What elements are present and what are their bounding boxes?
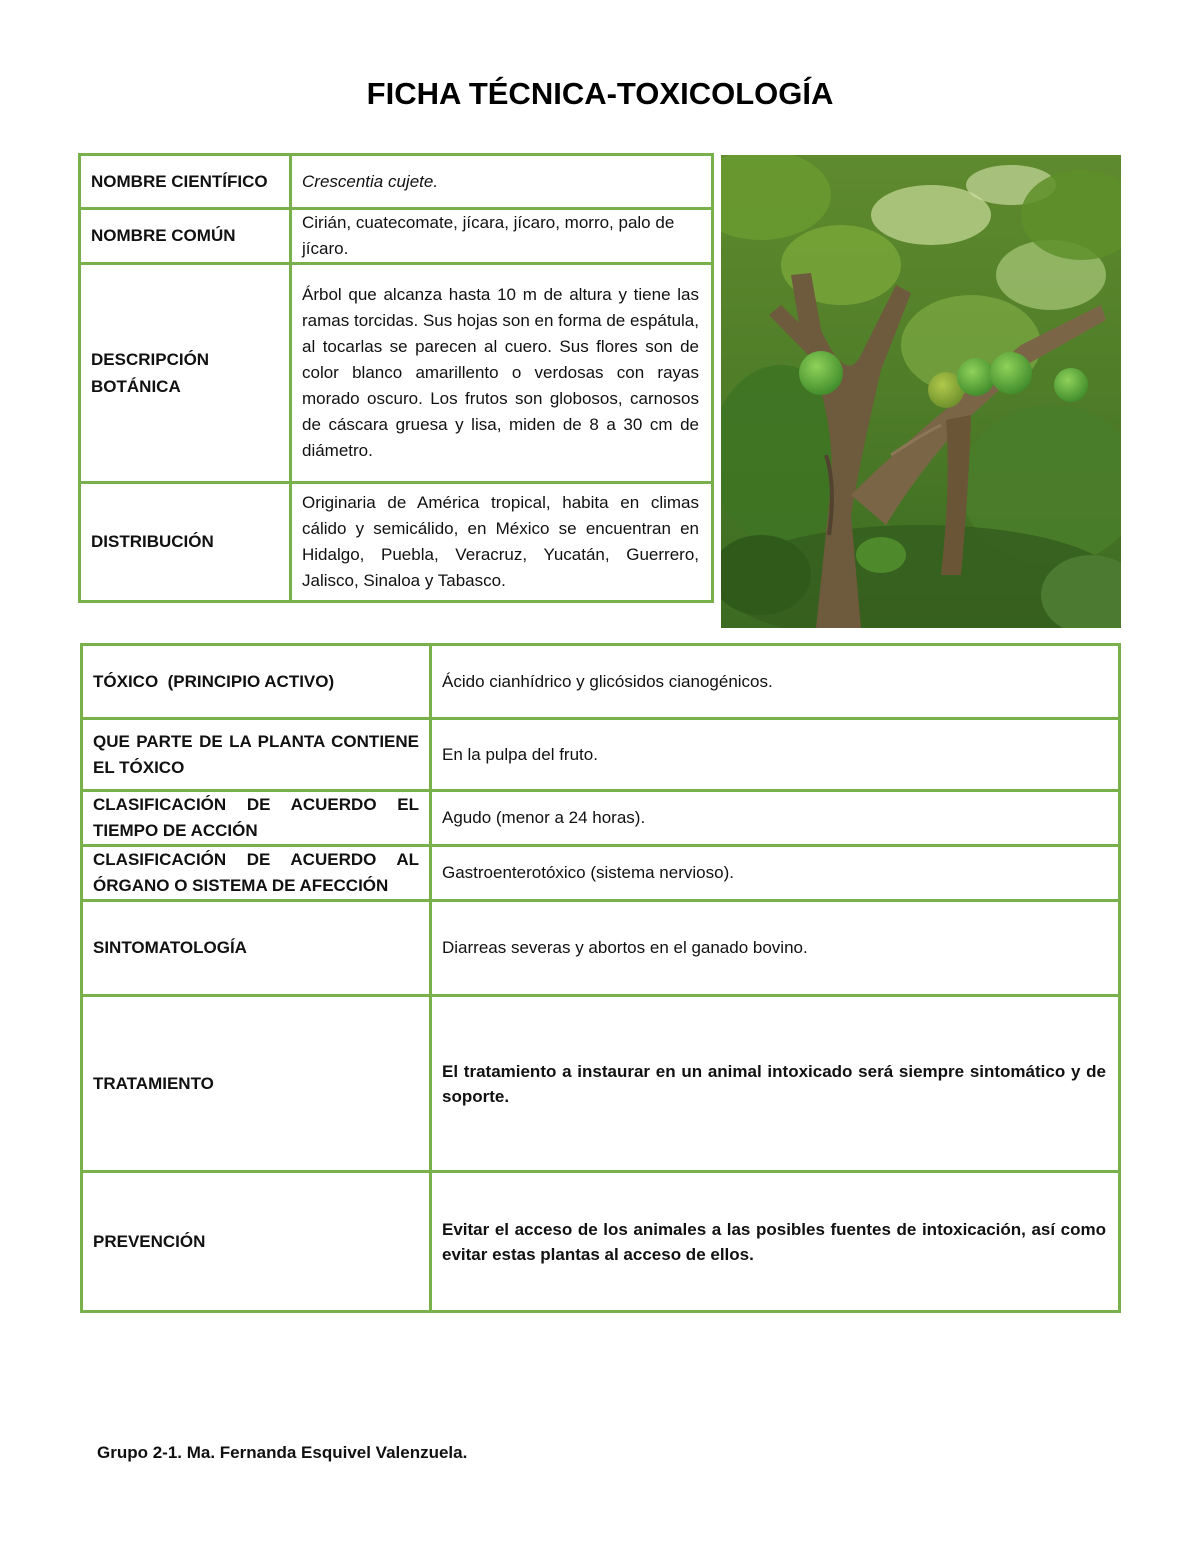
table-row [82, 791, 1120, 846]
tree-image [721, 155, 1121, 628]
row-label: SINTOMATOLOGÍA [82, 901, 431, 996]
plant-info-table [78, 153, 714, 603]
row-label: CLASIFICACIÓN DE ACUERDO AL ÓRGANO O SISTEMA DE AFECCIÓN [82, 846, 431, 901]
action-time: Agudo (menor a 24 horas). [431, 791, 1120, 846]
distribution: Originaria de América tropical, habita en climas cálido y semicálido, en México se encuentran en Hidalgo, Puebla, Veracruz, Yucatán, Guerrero, Jalisco, Sinaloa y Tabasco. [291, 483, 713, 602]
common-names: Cirián, cuatecomate, jícara, jícaro, morro, palo de jícaro. [291, 209, 713, 264]
scientific-name: Crescentia cujete. [291, 155, 713, 209]
table-row [80, 483, 713, 602]
row-label: NOMBRE COMÚN [80, 209, 291, 264]
row-label: TRATAMIENTO [82, 996, 431, 1172]
row-label: QUE PARTE DE LA PLANTA CONTIENE EL TÓXICO [82, 719, 431, 791]
row-label: DESCRIPCIÓN BOTÁNICA [80, 264, 291, 483]
table-row [80, 264, 713, 483]
footer-author: Grupo 2-1. Ma. Fernanda Esquivel Valenzuela. [97, 1443, 468, 1462]
prevention: Evitar el acceso de los animales a las posibles fuentes de intoxicación, así como evitar estas plantas al acceso de ellos. [431, 1172, 1120, 1312]
table-row [82, 1172, 1120, 1312]
toxic-part: En la pulpa del fruto. [431, 719, 1120, 791]
toxicology-table [80, 643, 1121, 1313]
table-row [82, 645, 1120, 719]
table-row [82, 846, 1120, 901]
table-row [80, 155, 713, 209]
table-row [80, 209, 713, 264]
page-title: FICHA TÉCNICA-TOXICOLOGÍA [366, 76, 834, 111]
table-row [82, 719, 1120, 791]
toxic-principle: Ácido cianhídrico y glicósidos cianogénicos. [431, 645, 1120, 719]
botanical-description: Árbol que alcanza hasta 10 m de altura y tiene las ramas torcidas. Sus hojas son en forma de espátula, al tocarlas se parecen al cuero. Sus flores son de color blanco amarillento o verdosas con rayas morado oscuro. Los frutos son globosos, carnosos de cáscara gruesa y lisa, miden de 8 a 30 cm de diámetro. [291, 264, 713, 483]
affected-organ: Gastroenterotóxico (sistema nervioso). [431, 846, 1120, 901]
symptoms: Diarreas severas y abortos en el ganado bovino. [431, 901, 1120, 996]
row-label: CLASIFICACIÓN DE ACUERDO EL TIEMPO DE ACCIÓN [82, 791, 431, 846]
table-row [82, 996, 1120, 1172]
treatment: El tratamiento a instaurar en un animal intoxicado será siempre sintomático y de soporte. [431, 996, 1120, 1172]
row-label: PREVENCIÓN [82, 1172, 431, 1312]
row-label: TÓXICO (PRINCIPIO ACTIVO) [82, 645, 431, 719]
row-label: NOMBRE CIENTÍFICO [80, 155, 291, 209]
row-label: DISTRIBUCIÓN [80, 483, 291, 602]
plant-photo [721, 155, 1121, 628]
table-row [82, 901, 1120, 996]
